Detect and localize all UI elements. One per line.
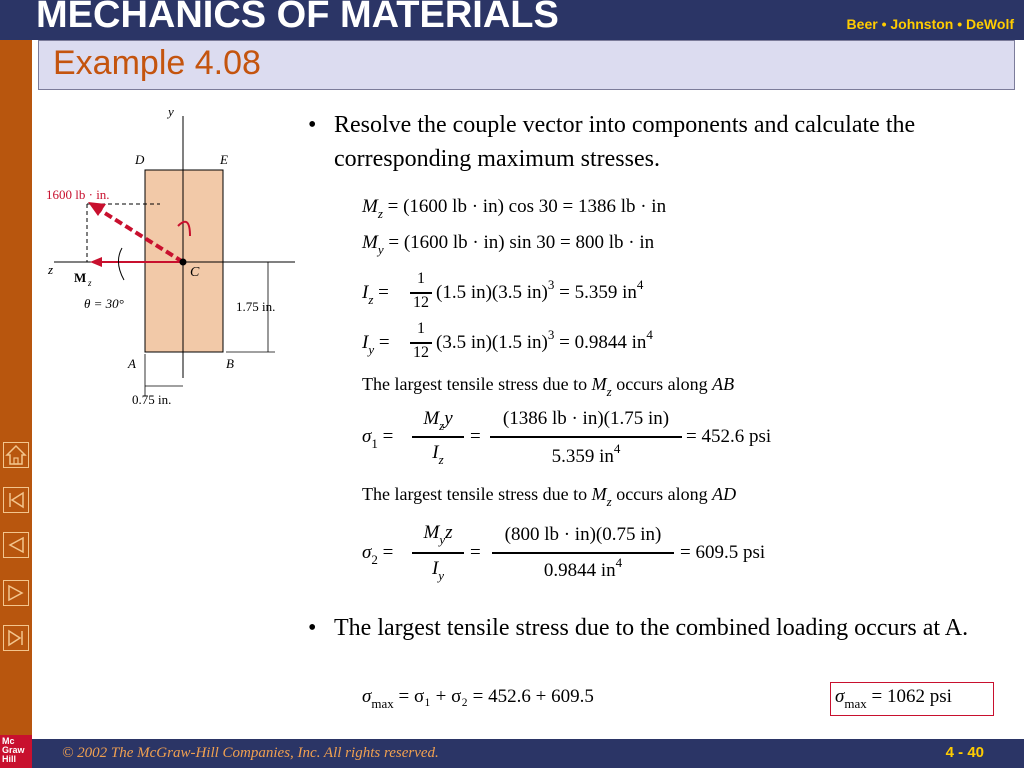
smax-symbol: σ [362,686,372,707]
sigma1-f2-den: 5.359 in [551,446,614,467]
text-ab-pre: The largest tensile stress due to [362,374,588,394]
sigma1-frac2-den [488,441,684,468]
bullet-dot: • [308,615,317,641]
previous-slide-icon [4,533,28,557]
label-E: E [220,152,228,167]
label-y: y [168,104,174,119]
eq-iy-result-pow: 4 [646,327,653,342]
sigma2-frac1-num [412,522,464,547]
eq-sigma2-lhs: $\sigma_2$ = [362,542,394,567]
logo-line1: Mc [2,736,15,746]
eq-sigma1-lhs: $\sigma_1$ = [362,426,394,451]
first-slide-button[interactable] [3,487,29,513]
eq-iy-product [436,327,653,354]
text-ab-post: occurs along [616,374,708,394]
eq-iz-frac-den: 12 [413,294,429,311]
eq-iz-pow: 3 [547,277,555,292]
sigma2-frac1-bar [412,552,464,554]
eq-iy-rhs: (3.5 in)(1.5 in) [436,332,548,353]
sigma1-sub: 1 [371,436,378,451]
last-slide-icon [4,626,28,650]
sigma2-result: = 609.5 psi [680,542,766,563]
text-along-ad [362,484,737,509]
eq-iz-frac-num: 1 [417,270,425,287]
theta-arc-icon [118,248,124,280]
eq-sigma-max [362,686,594,711]
sigma1-frac2-num: (1386 lb · in)(1.75 in) [502,408,670,429]
text-ab-sub: z [606,384,612,399]
smax-sub: max [371,696,394,711]
sigma2-sub: 2 [371,552,378,567]
eq-iy-sub: y [368,342,375,357]
dim-width-label: 0.75 in. [132,392,172,407]
course-title: MECHANICS OF MATERIALS [36,0,559,36]
left-sidebar [0,0,32,768]
copyright: © 2002 The McGraw-Hill Companies, Inc. All rights reserved. [62,745,439,761]
eq-iz-result-pow: 4 [636,277,644,292]
sigma2-f1-num-var: z [445,522,453,543]
eq-iz: $I_z$ = [362,282,389,307]
footer-bar [0,736,1024,768]
eq-iz-lhs: I [362,282,369,303]
text-along-ab [362,374,735,399]
eq-my-rhs: = (1600 lb · in) sin 30 = 800 lb · in [388,232,655,253]
sigma-max-result-box [830,682,994,716]
sigma2-f1-den-i: I [431,558,439,579]
sigma1-f1-num-var: y [444,408,453,429]
title-box [38,40,1015,90]
label-B: B [226,356,234,371]
eq-iz-sub: z [368,292,374,307]
sigma1-f1-den-sub: z [438,452,444,467]
text-ad-edge: AD [712,484,737,504]
sigma2-frac1-den [412,558,464,583]
eq-iy-frac-num: 1 [417,320,425,337]
home-button[interactable] [3,442,29,468]
mcgraw-hill-logo [0,735,32,768]
sigma1-f2-den-pow: 4 [613,441,621,456]
bullet-2-text: The largest tensile stress due to the combined loading occurs at A. [334,615,969,641]
label-z: z [48,262,54,277]
sigma1-f1-num-m: M [423,408,440,429]
smax-box-content [835,686,952,711]
sigma2-f2-den: 0.9844 in [543,560,616,581]
label-C: C [190,265,200,280]
first-slide-icon [4,488,28,512]
couple-arrowhead-icon [88,202,106,216]
sigma2-f1-num-sub: y [439,532,446,547]
sigma1-eq2: = [470,426,481,447]
smax-box-sub: max [844,696,867,711]
sigma1-result: = 452.6 psi [686,426,772,447]
smax-box-rhs: = 1062 psi [871,686,952,707]
mz-label: M [74,270,87,285]
sigma1-frac1-num [412,408,464,433]
text-ad-post: occurs along [616,484,708,504]
sigma2-frac2-bar [492,552,674,554]
sigma2-frac2-den [488,555,678,582]
eq-mz [362,196,667,221]
sigma1-f1-num-sub: z [439,418,445,433]
eq-mz-sub: z [377,206,383,221]
bullet-1-text: Resolve the couple vector into components and calculate the corresponding maximum stresses. [334,112,916,172]
sigma2-f1-num-m: M [423,522,440,543]
header-bar [0,0,1024,40]
next-slide-button[interactable] [3,580,29,606]
text-ad-m: M [591,484,607,504]
sigma2-eq2: = [470,542,481,563]
text-ad-sub: z [606,494,612,509]
sigma2-frac2-num: (800 lb · in)(0.75 in) [504,524,662,545]
previous-slide-button[interactable] [3,532,29,558]
bullet-dot: • [308,112,317,138]
eq-iy-result: = 0.9844 in [559,332,647,353]
eq-iy-frac-den: 12 [413,344,429,361]
eq-mz-rhs: = (1600 lb · in) cos 30 = 1386 lb · in [387,196,667,217]
sigma1-symbol: σ [362,426,372,447]
centroid-point [180,259,187,266]
eq-my-lhs: M [362,232,378,253]
last-slide-button[interactable] [3,625,29,651]
eq-iy: $I_y$ = [362,332,390,357]
sigma2-f1-den-sub: y [438,568,445,583]
moment-label: 1600 lb · in. [46,187,110,202]
sigma2-f2-den-pow: 4 [615,555,623,570]
slide-title: Example 4.08 [53,44,261,82]
logo-line2: Graw [2,745,25,755]
home-icon [4,443,28,467]
logo-line3: Hill [2,754,17,764]
eq-iz-product [436,277,644,304]
label-D: D [135,152,145,167]
label-A: A [128,356,136,371]
mz-arrowhead-icon [90,257,102,267]
eq-iy-pow: 3 [547,327,555,342]
sigma1-frac2-bar [490,436,682,438]
sigma1-frac1-den [412,442,464,467]
mz-sub: z [88,278,92,288]
authors: Beer • Johnston • DeWolf [846,16,1014,32]
beam-cross-section-figure [40,96,300,416]
next-slide-icon [4,581,28,605]
eq-iz-result: = 5.359 in [559,282,637,303]
eq-mz-lhs: M [362,196,378,217]
text-ab-m: M [591,374,607,394]
sigma2-symbol: σ [362,542,372,563]
sigma1-frac1-bar [412,436,464,438]
smax-rhs: = σ₁ + σ₂ = 452.6 + 609.5 [398,686,594,707]
text-ad-pre: The largest tensile stress due to [362,484,588,504]
text-ab-edge: AB [712,374,735,394]
eq-my-sub: y [377,242,384,257]
dim-height-label: 1.75 in. [236,299,276,314]
sigma1-f1-den-i: I [432,442,439,463]
page-number: 4 - 40 [945,744,984,761]
eq-iz-rhs: (1.5 in)(3.5 in) [436,282,548,303]
eq-my [362,232,655,257]
smax-box-symbol: σ [835,686,845,707]
eq-iy-lhs: I [362,332,369,353]
theta-label: θ = 30° [84,296,124,311]
